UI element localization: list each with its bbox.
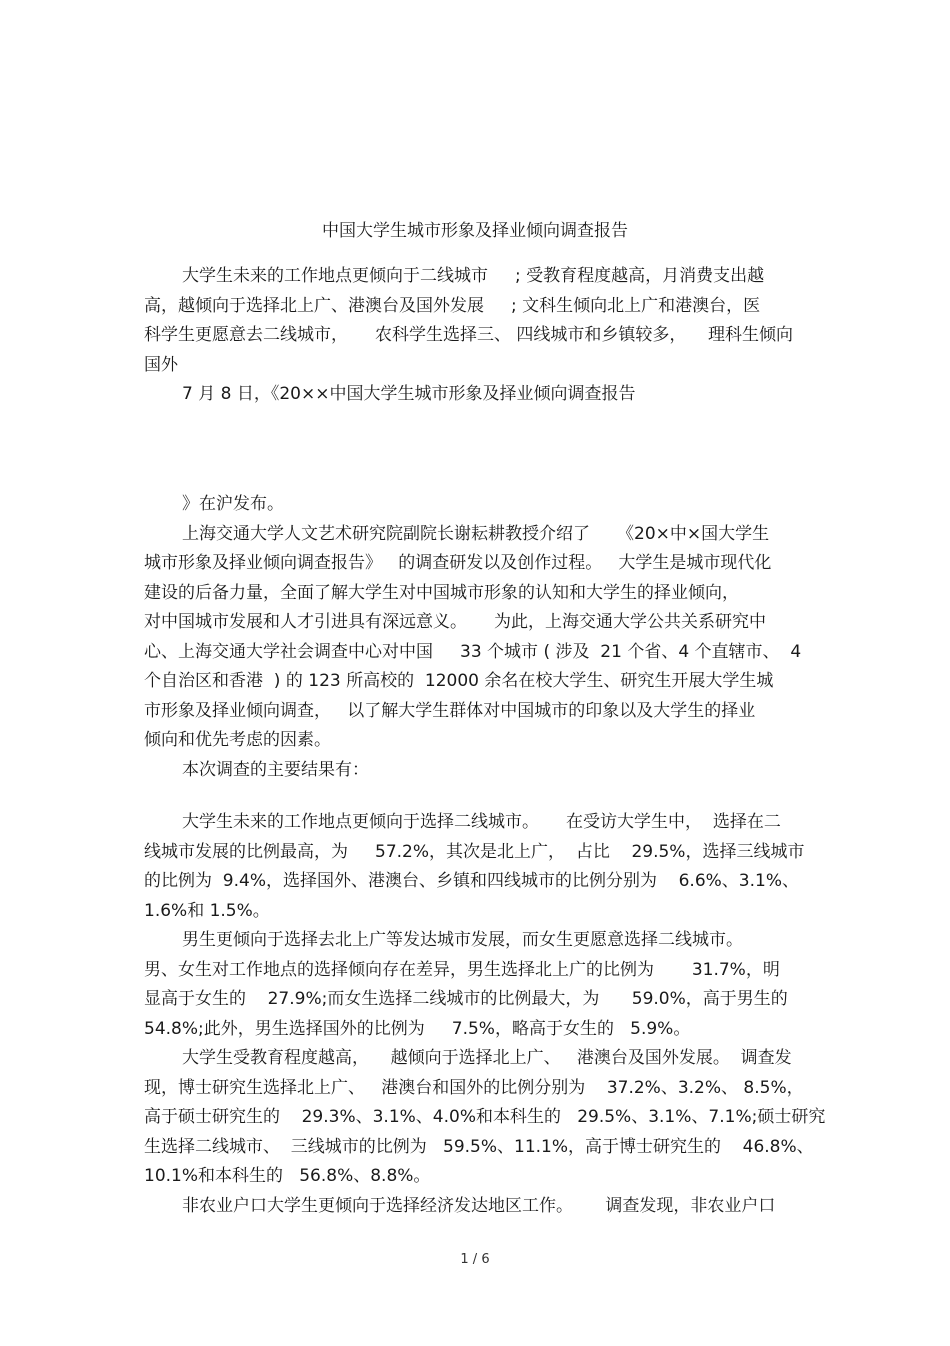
intro-line: 城市形象及择业倾向调查报告》 的调查研发以及创作过程。 大学生是城市现代化 [144,553,772,573]
dateline-continued: 》在沪发布。 [182,494,284,514]
results-section [144,808,826,1221]
intro-line: 对中国城市发展和人才引进具有深远意义。 为此，上海交通大学公共关系研究中 [144,612,767,632]
result-line: 1.6%和 1.5%。 [144,900,270,921]
result-line: 大学生受教育程度越高， 越倾向于选择北上广、 港澳台及国外发展。 调查发 [182,1048,792,1068]
intro-line: 个自治区和香港 ) 的 123 所高校的 12000 余名在校大学生、研究生开展大学生城 [144,671,774,691]
page-number: 1 / 6 [460,1252,490,1267]
result-line: 10.1%和本科生的 56.8%、8.8%。 [144,1166,431,1186]
dateline: 7 月 8 日，《20××中国大学生城市形象及择业倾向调查报告 [182,384,636,404]
result-line: 的比例为 9.4%，选择国外、港澳台、乡镇和四线城市的比例分别为 6.6%、3.1%、 [144,871,799,891]
result-line: 大学生未来的工作地点更倾向于选择二线城市。 在受访大学生中， 选择在二 [182,812,781,832]
result-line: 显高于女生的 27.9%;而女生选择二线城市的比例最大，为 59.0%，高于男生的 [144,989,788,1009]
summary-paragraph [144,262,810,410]
intro-line: 建设的后备力量，全面了解大学生对中国城市形象的认知和大学生的择业倾向， [144,582,739,603]
result-line: 男、女生对工作地点的选择倾向存在差异，男生选择北上广的比例为 31.7%，明 [144,959,780,980]
summary-line: 大学生未来的工作地点更倾向于二线城市 ; 受教育程度越高，月消费支出越 [182,266,765,286]
result-line: 54.8%;此外，男生选择国外的比例为 7.5%，略高于女生的 5.9%。 [144,1018,691,1039]
intro-line: 心、上海交通大学社会调查中心对中国 33 个城市 ( 涉及 21 个省、4 个直辖市、 4 [144,641,802,662]
result-line: 非农业户口大学生更倾向于选择经济发达地区工作。 调查发现，非农业户口 [182,1195,776,1216]
summary-line: 国外 [144,354,178,375]
result-line: 男生更倾向于选择去北上广等发达城市发展，而女生更愿意选择二线城市。 [182,930,743,950]
results-heading: 本次调查的主要结果有： [182,759,369,780]
intro-line: 上海交通大学人文艺术研究院副院长谢耘耕教授介绍了 《20×中×国大学生 [182,523,770,544]
result-line: 高于硕士研究生的 29.3%、3.1%、4.0%和本科生的 29.5%、3.1%、7.1%;硕士研究 [144,1107,826,1127]
intro-paragraph [144,490,810,785]
intro-line: 市形象及择业倾向调查， 以了解大学生群体对中国城市的印象以及大学生的择业 [144,700,756,721]
intro-line: 倾向和优先考虑的因素。 [144,730,331,750]
result-line: 生选择二线城市、 三线城市的比例为 59.5%、11.1%，高于博士研究生的 46.8%、 [144,1136,814,1157]
summary-line: 科学生更愿意去二线城市， 农科学生选择三、 四线城市和乡镇较多， 理科生倾向 [144,325,794,345]
result-line: 线城市发展的比例最高，为 57.2%，其次是北上广， 占比 29.5%，选择三线城市 [144,841,805,862]
summary-line: 高，越倾向于选择北上广、港澳台及国外发展 ; 文科生倾向北上广和港澳台，医 [144,295,761,316]
result-line: 现，博士研究生选择北上广、 港澳台和国外的比例分别为 37.2%、3.2%、 8.5%， [144,1077,804,1098]
report-title: 中国大学生城市形象及择业倾向调查报告 [322,221,628,241]
